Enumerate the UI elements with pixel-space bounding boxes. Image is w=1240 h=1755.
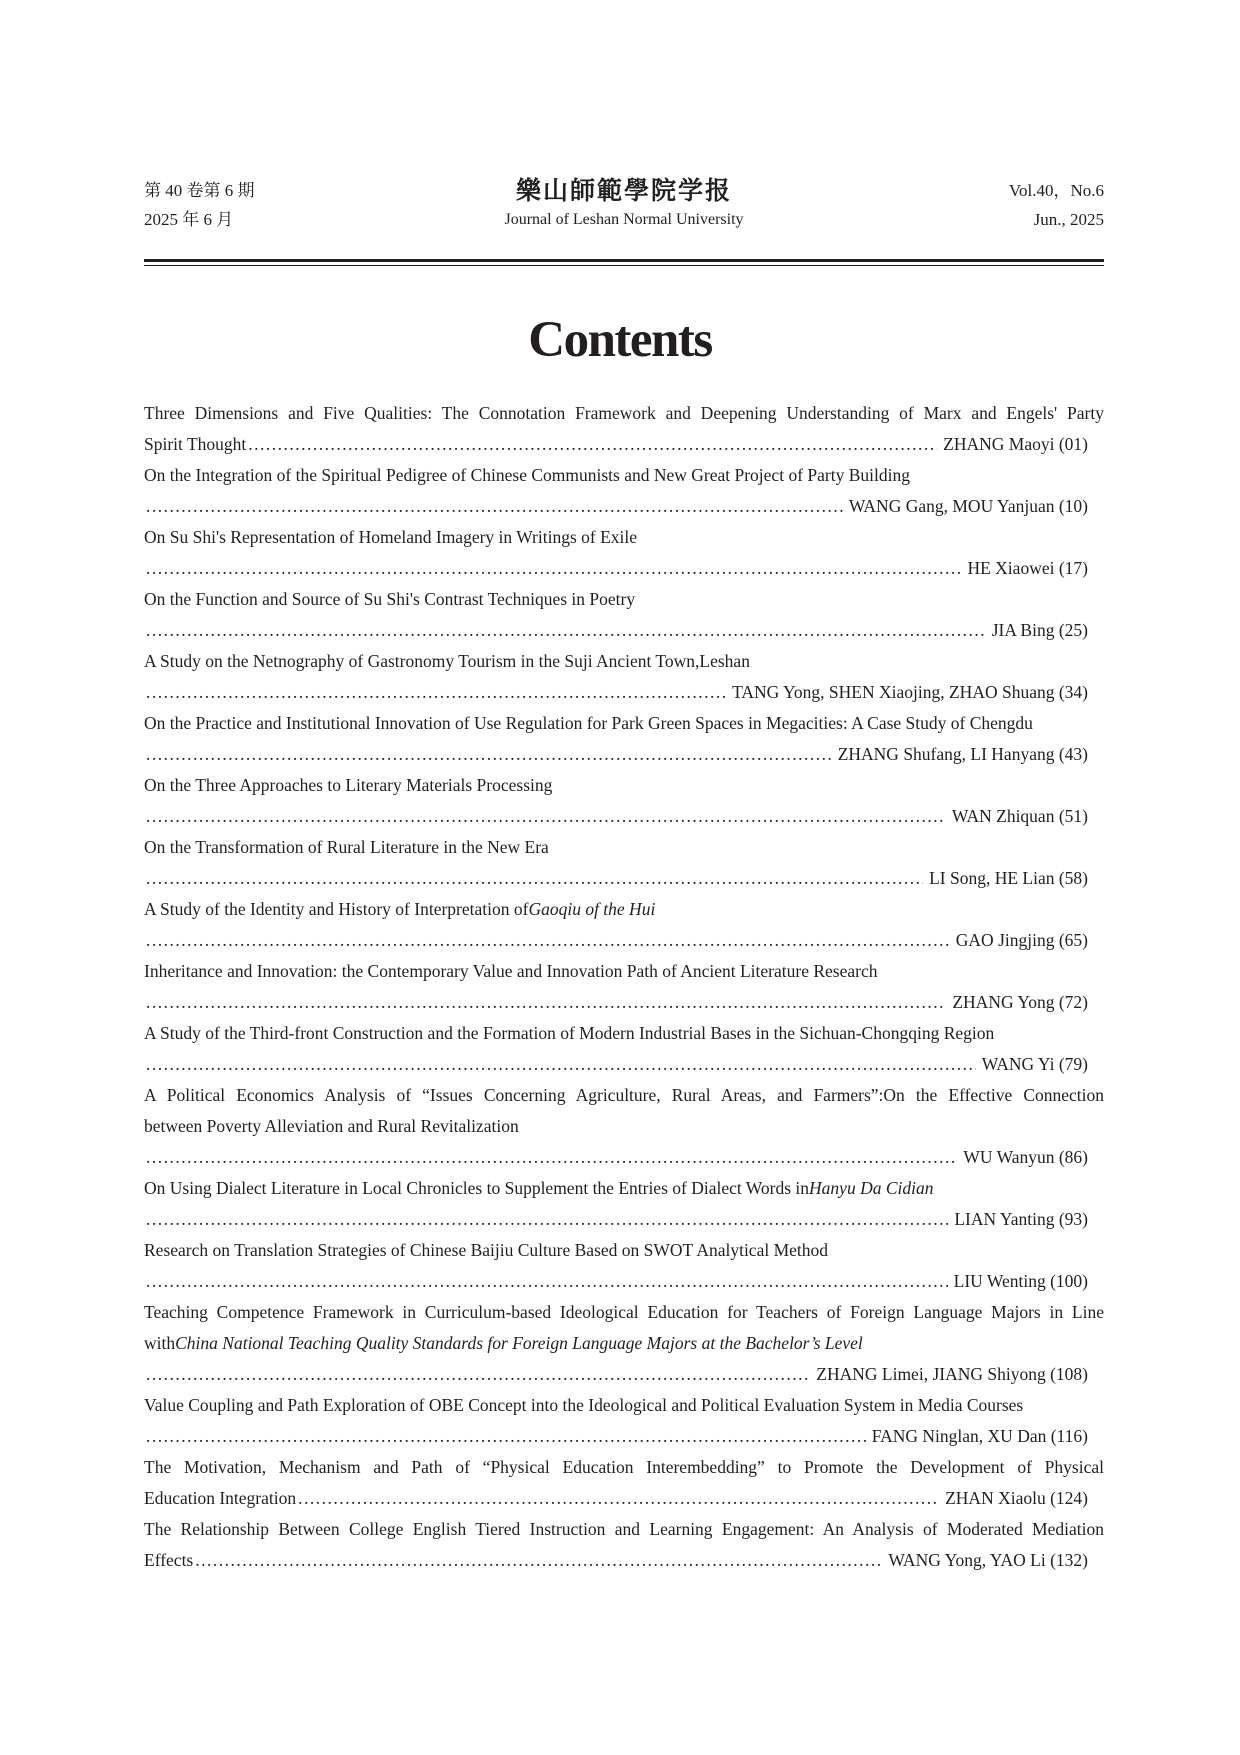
toc-author-page bbox=[954, 1204, 1104, 1235]
dot-leader bbox=[146, 1359, 810, 1390]
toc-entry[interactable] bbox=[144, 584, 1104, 646]
toc-author: WANG Gang, MOU Yanjuan bbox=[848, 496, 1055, 516]
toc-author-page bbox=[992, 615, 1104, 646]
dot-leader bbox=[146, 987, 946, 1018]
toc-leader-line bbox=[144, 1545, 1104, 1576]
toc-page-number: (58) bbox=[1054, 868, 1088, 888]
toc-title-text: On the Transformation of Rural Literature in the New Era bbox=[144, 837, 549, 857]
dot-leader bbox=[146, 739, 832, 770]
toc-leader-line bbox=[144, 1421, 1104, 1452]
toc-entry[interactable] bbox=[144, 1018, 1104, 1080]
toc-author: WANG Yi bbox=[981, 1054, 1055, 1074]
toc-entry[interactable] bbox=[144, 770, 1104, 832]
toc-author-page bbox=[732, 677, 1104, 708]
toc-title-text: with bbox=[144, 1333, 176, 1353]
toc-title-line bbox=[144, 708, 1104, 739]
toc-title-line bbox=[144, 1390, 1104, 1421]
toc-page-number: (25) bbox=[1054, 620, 1088, 640]
toc-leader-line bbox=[144, 1359, 1104, 1390]
toc-leader-line bbox=[144, 863, 1104, 894]
toc-author: ZHANG Maoyi bbox=[943, 434, 1055, 454]
dot-leader bbox=[146, 925, 950, 956]
page-title: Contents bbox=[528, 312, 712, 368]
toc-author: LI Song, HE Lian bbox=[929, 868, 1055, 888]
toc-author-page bbox=[849, 491, 1104, 522]
dot-leader bbox=[248, 429, 937, 460]
toc-title-line bbox=[144, 1452, 1104, 1483]
toc-leader-line bbox=[144, 1266, 1104, 1297]
toc-leader-line bbox=[144, 1204, 1104, 1235]
toc-title-italic: China National Teaching Quality Standards for Foreign Language Majors at the Bachelor’s Level bbox=[175, 1333, 863, 1353]
dot-leader bbox=[146, 1049, 976, 1080]
toc-page-number: (51) bbox=[1054, 806, 1088, 826]
toc-author: ZHAN Xiaolu bbox=[945, 1488, 1046, 1508]
toc-author-page bbox=[982, 1049, 1104, 1080]
dot-leader bbox=[146, 1142, 957, 1173]
toc-page-number: (132) bbox=[1045, 1550, 1088, 1570]
toc-author-page bbox=[945, 1483, 1104, 1514]
toc-title-text: A Study on the Netnography of Gastronomy Tourism in the Suji Ancient Town,Leshan bbox=[144, 651, 750, 671]
toc-title-text: Education Integration bbox=[144, 1488, 297, 1508]
toc-title-line bbox=[144, 1328, 1104, 1359]
toc-entry[interactable] bbox=[144, 1235, 1104, 1297]
toc-title-text: Research on Translation Strategies of Chinese Baijiu Culture Based on SWOT Analytical Method bbox=[144, 1240, 829, 1260]
toc-entry[interactable] bbox=[144, 522, 1104, 584]
issue-info-en bbox=[1009, 176, 1104, 234]
toc-leader-line bbox=[144, 801, 1104, 832]
toc-title-line bbox=[144, 956, 1104, 987]
toc-entry[interactable] bbox=[144, 894, 1104, 956]
toc-entry[interactable] bbox=[144, 460, 1104, 522]
dot-leader bbox=[146, 801, 946, 832]
toc-author-page bbox=[929, 863, 1104, 894]
toc-title-text: A Study of the Third-front Construction and the Formation of Modern Industrial Bases in the Sichuan-Chongqing Region bbox=[144, 1023, 995, 1043]
toc-title-line bbox=[144, 1235, 1104, 1266]
toc-page-number: (116) bbox=[1046, 1426, 1088, 1446]
toc-entry[interactable] bbox=[144, 832, 1104, 894]
toc-title-line bbox=[144, 522, 1104, 553]
toc-leader-line bbox=[144, 1483, 1104, 1514]
toc-author-page bbox=[963, 1142, 1104, 1173]
toc-title-text: Spirit Thought bbox=[144, 434, 247, 454]
toc-title-text: Inheritance and Innovation: the Contemporary Value and Innovation Path of Ancient Literature Research bbox=[144, 961, 878, 981]
toc-page-number: (65) bbox=[1054, 930, 1088, 950]
toc-entry[interactable] bbox=[144, 1080, 1104, 1173]
dot-leader bbox=[146, 1266, 948, 1297]
toc-entry[interactable] bbox=[144, 956, 1104, 1018]
toc-author: LIU Wenting bbox=[953, 1271, 1046, 1291]
toc-author-page bbox=[838, 739, 1104, 770]
toc-leader-line bbox=[144, 1049, 1104, 1080]
toc-title-text: On the Integration of the Spiritual Pedigree of Chinese Communists and New Great Project of Party Building bbox=[144, 465, 910, 485]
toc-title-text: Effects bbox=[144, 1550, 194, 1570]
toc-title-line bbox=[144, 398, 1104, 429]
toc-author: WANG Yong, YAO Li bbox=[888, 1550, 1046, 1570]
toc-page-number: (93) bbox=[1054, 1209, 1088, 1229]
toc-title-text: Three Dimensions and Five Qualities: The Connotation Framework and Deepening Understanding of Marx and Engels' Party bbox=[144, 403, 1104, 423]
volume-issue-en: Vol.40，No.6 bbox=[1008, 181, 1104, 200]
toc-title-line bbox=[144, 1514, 1104, 1545]
header-rule-thin bbox=[144, 265, 1104, 266]
toc-author: GAO Jingjing bbox=[955, 930, 1055, 950]
toc-author: ZHANG Yong bbox=[952, 992, 1055, 1012]
journal-name bbox=[144, 176, 1104, 233]
toc-title-text: Teaching Competence Framework in Curriculum-based Ideological Education for Teachers of Foreign Language Majors in Line bbox=[144, 1302, 1104, 1322]
toc-title-text: between Poverty Alleviation and Rural Revitalization bbox=[144, 1116, 519, 1136]
journal-name-en: Journal of Leshan Normal University bbox=[504, 211, 744, 228]
toc-page-number: (43) bbox=[1054, 744, 1088, 764]
toc-author-page bbox=[888, 1545, 1104, 1576]
toc-title-text: On the Practice and Institutional Innovation of Use Regulation for Park Green Spaces in Megacities: A Case Study of Chengdu bbox=[144, 713, 1033, 733]
toc-author-page bbox=[872, 1421, 1104, 1452]
dot-leader bbox=[146, 863, 923, 894]
toc-author: ZHANG Limei, JIANG Shiyong bbox=[816, 1364, 1046, 1384]
toc-title-text: A Political Economics Analysis of “Issues Concerning Agriculture, Rural Areas, and Farmers”:On the Effective Connection bbox=[144, 1085, 1104, 1105]
toc-leader-line bbox=[144, 739, 1104, 770]
toc-page-number: (86) bbox=[1054, 1147, 1088, 1167]
dot-leader bbox=[195, 1545, 882, 1576]
dot-leader bbox=[146, 553, 961, 584]
toc-page-number: (34) bbox=[1054, 682, 1088, 702]
toc-page-number: (100) bbox=[1045, 1271, 1088, 1291]
toc-author-page bbox=[952, 987, 1104, 1018]
toc-author-page bbox=[956, 925, 1104, 956]
toc-author: HE Xiaowei bbox=[967, 558, 1055, 578]
toc-author: ZHANG Shufang, LI Hanyang bbox=[837, 744, 1055, 764]
toc-page-number: (124) bbox=[1045, 1488, 1088, 1508]
toc-entry[interactable] bbox=[144, 398, 1104, 460]
toc-leader-line bbox=[144, 429, 1104, 460]
dot-leader bbox=[146, 1204, 948, 1235]
toc-title-text: On the Function and Source of Su Shi's Contrast Techniques in Poetry bbox=[144, 589, 636, 609]
toc-leader-line bbox=[144, 987, 1104, 1018]
toc-leader-line bbox=[144, 491, 1104, 522]
toc-page-number: (17) bbox=[1054, 558, 1088, 578]
toc-title-line bbox=[144, 894, 1104, 925]
toc-title-italic: Gaoqiu of the Hui bbox=[528, 899, 656, 919]
journal-header bbox=[144, 176, 1104, 262]
toc-leader-line bbox=[144, 553, 1104, 584]
dot-leader bbox=[146, 1421, 866, 1452]
dot-leader bbox=[146, 615, 986, 646]
table-of-contents bbox=[144, 398, 1104, 1576]
toc-page-number: (72) bbox=[1054, 992, 1088, 1012]
toc-title-line bbox=[144, 1080, 1104, 1111]
toc-author: TANG Yong, SHEN Xiaojing, ZHAO Shuang bbox=[732, 682, 1055, 702]
date-en: Jun., 2025 bbox=[1033, 210, 1104, 229]
toc-title-line bbox=[144, 1297, 1104, 1328]
toc-title-text: The Motivation, Mechanism and Path of “Physical Education Interembedding” to Promote the Development of Physical bbox=[144, 1457, 1104, 1477]
toc-leader-line bbox=[144, 677, 1104, 708]
toc-title-italic: Hanyu Da Cidian bbox=[809, 1178, 934, 1198]
date-cn: 2025 年 6 月 bbox=[144, 210, 234, 229]
toc-title-line bbox=[144, 646, 1104, 677]
dot-leader bbox=[146, 677, 726, 708]
toc-page-number: (10) bbox=[1054, 496, 1088, 516]
toc-author: FANG Ninglan, XU Dan bbox=[871, 1426, 1047, 1446]
toc-author: WU Wanyun bbox=[963, 1147, 1055, 1167]
toc-title-text: On Using Dialect Literature in Local Chronicles to Supplement the Entries of Dialect Words in bbox=[144, 1178, 810, 1198]
toc-leader-line bbox=[144, 615, 1104, 646]
toc-author-page bbox=[954, 1266, 1104, 1297]
toc-entry[interactable] bbox=[144, 1452, 1104, 1514]
toc-title-text: On Su Shi's Representation of Homeland Imagery in Writings of Exile bbox=[144, 527, 638, 547]
toc-leader-line bbox=[144, 1142, 1104, 1173]
toc-title-line bbox=[144, 460, 1104, 491]
toc-title-line bbox=[144, 1111, 1104, 1142]
toc-author-page bbox=[816, 1359, 1104, 1390]
toc-title-line bbox=[144, 584, 1104, 615]
toc-author: JIA Bing bbox=[991, 620, 1055, 640]
toc-author-page bbox=[967, 553, 1104, 584]
dot-leader bbox=[146, 491, 843, 522]
volume-issue-cn: 第 40 卷第 6 期 bbox=[144, 181, 255, 200]
toc-author: LIAN Yanting bbox=[954, 1209, 1055, 1229]
toc-entry[interactable] bbox=[144, 1297, 1104, 1390]
toc-title-text: A Study of the Identity and History of Interpretation of bbox=[144, 899, 529, 919]
toc-author-page bbox=[943, 429, 1104, 460]
dot-leader bbox=[298, 1483, 939, 1514]
toc-author-page bbox=[952, 801, 1104, 832]
toc-title-text: The Relationship Between College English Tiered Instruction and Learning Engagement: An Analysis of Moderated Mediation bbox=[144, 1519, 1104, 1539]
toc-title-line bbox=[144, 1018, 1104, 1049]
journal-name-cn: 樂山師範學院学报 bbox=[515, 178, 732, 205]
toc-page-number: (01) bbox=[1054, 434, 1088, 454]
toc-title-line bbox=[144, 770, 1104, 801]
toc-entry[interactable] bbox=[144, 646, 1104, 708]
toc-entry[interactable] bbox=[144, 708, 1104, 770]
toc-title-line bbox=[144, 1173, 1104, 1204]
toc-entry[interactable] bbox=[144, 1173, 1104, 1235]
toc-leader-line bbox=[144, 925, 1104, 956]
toc-title-line bbox=[144, 832, 1104, 863]
toc-page-number: (79) bbox=[1054, 1054, 1088, 1074]
header-rule-thick bbox=[144, 259, 1104, 262]
toc-entry[interactable] bbox=[144, 1390, 1104, 1452]
toc-page-number: (108) bbox=[1045, 1364, 1088, 1384]
toc-title-text: On the Three Approaches to Literary Materials Processing bbox=[144, 775, 553, 795]
toc-title-text: Value Coupling and Path Exploration of OBE Concept into the Ideological and Political Evaluation System in Media Courses bbox=[144, 1395, 1024, 1415]
toc-author: WAN Zhiquan bbox=[951, 806, 1055, 826]
toc-entry[interactable] bbox=[144, 1514, 1104, 1576]
